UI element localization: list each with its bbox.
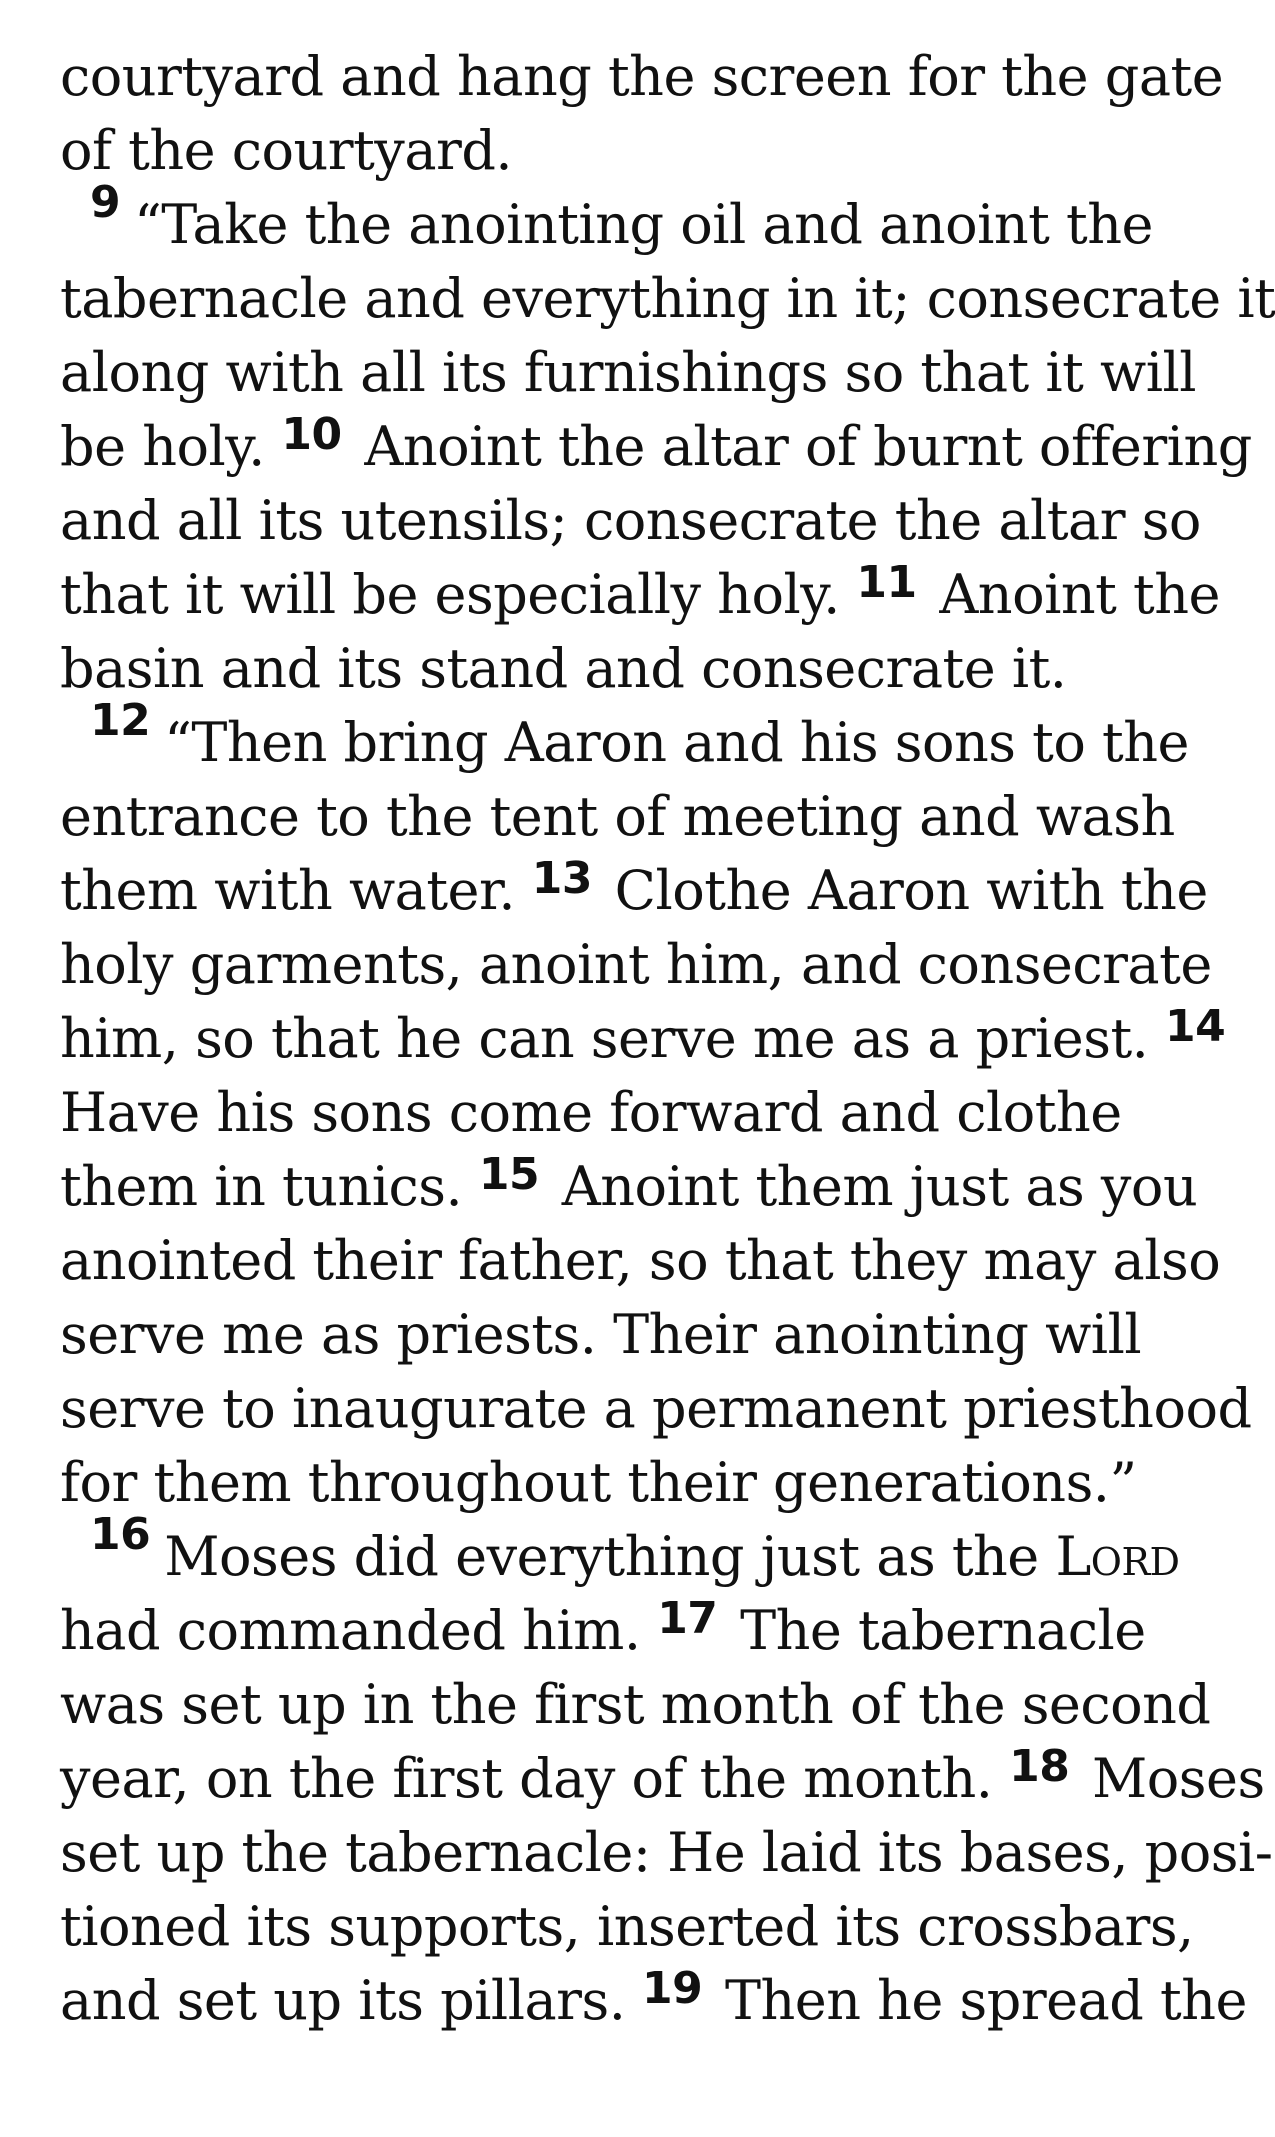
scripture-page [60,40,1275,2038]
verse-number: 10 [281,409,342,460]
text-line: had commanded him. $^{17}$ The tabernacle [60,1593,1146,1662]
text-line: anointed their father, so that they may also [60,1229,1221,1292]
text-line: him, so that he can serve me as a priest. $^{14}$ [60,1001,1226,1070]
text-line: be holy. $^{10}$ Anoint the altar of burnt offering [60,409,1252,478]
verse-number: 17 [657,1593,718,1644]
verse-number: 14 [1165,1001,1226,1052]
text-line: for them throughout their generations.” [60,1451,1137,1514]
text-line: serve to inaugurate a permanent priesthood [60,1377,1252,1440]
divine-name: Lord [1055,1525,1180,1588]
text-line: entrance to the tent of meeting and wash [60,785,1175,848]
text-line: of the courtyard. [60,119,513,182]
paragraph-start-line: $^9$ “Take the anointing oil and anoint the [90,177,1153,256]
verse-number: 12 [90,695,151,746]
text-line: serve me as priests. Their anointing will [60,1303,1142,1366]
text-line: along with all its furnishings so that it will [60,341,1197,404]
text-line: year, on the first day of the month. $^{18}$ Moses [60,1741,1265,1810]
verse-number: 9 [90,177,121,228]
text-line: them with water. $^{13}$ Clothe Aaron with the [60,853,1208,922]
text-line: that it will be especially holy. $^{11}$ Anoint the [60,557,1220,626]
paragraph-start-line: $^{12}$ “Then bring Aaron and his sons to the [90,695,1189,774]
verse-number: 13 [531,853,592,904]
text-line: courtyard and hang the screen for the gate [60,45,1224,108]
verse-number: 18 [1009,1741,1070,1792]
verse-number: 11 [856,557,917,608]
text-line: was set up in the first month of the second [60,1673,1211,1736]
verse-number: 16 [90,1509,151,1560]
text-line: holy garments, anoint him, and consecrate [60,933,1212,996]
verse-number: 15 [478,1149,540,1200]
verse-number: 19 [642,1963,703,2014]
text-line: basin and its stand and consecrate it. [60,637,1067,700]
text-line: tabernacle and everything in it; consecrate it [60,267,1275,330]
text-line: tioned its supports, inserted its crossbars, [60,1895,1194,1958]
text-line: and set up its pillars. $^{19}$ Then he spread the [60,1963,1247,2032]
text-line: Have his sons come forward and clothe [60,1081,1122,1144]
paragraph-start-line: $^{16}$ Moses did everything just as the Lord [90,1509,1180,1588]
text-line: and all its utensils; consecrate the altar so [60,489,1201,552]
text-line: set up the tabernacle: He laid its bases, posi- [60,1821,1273,1884]
text-line: them in tunics. $^{15}$ Anoint them just as you [60,1149,1198,1218]
